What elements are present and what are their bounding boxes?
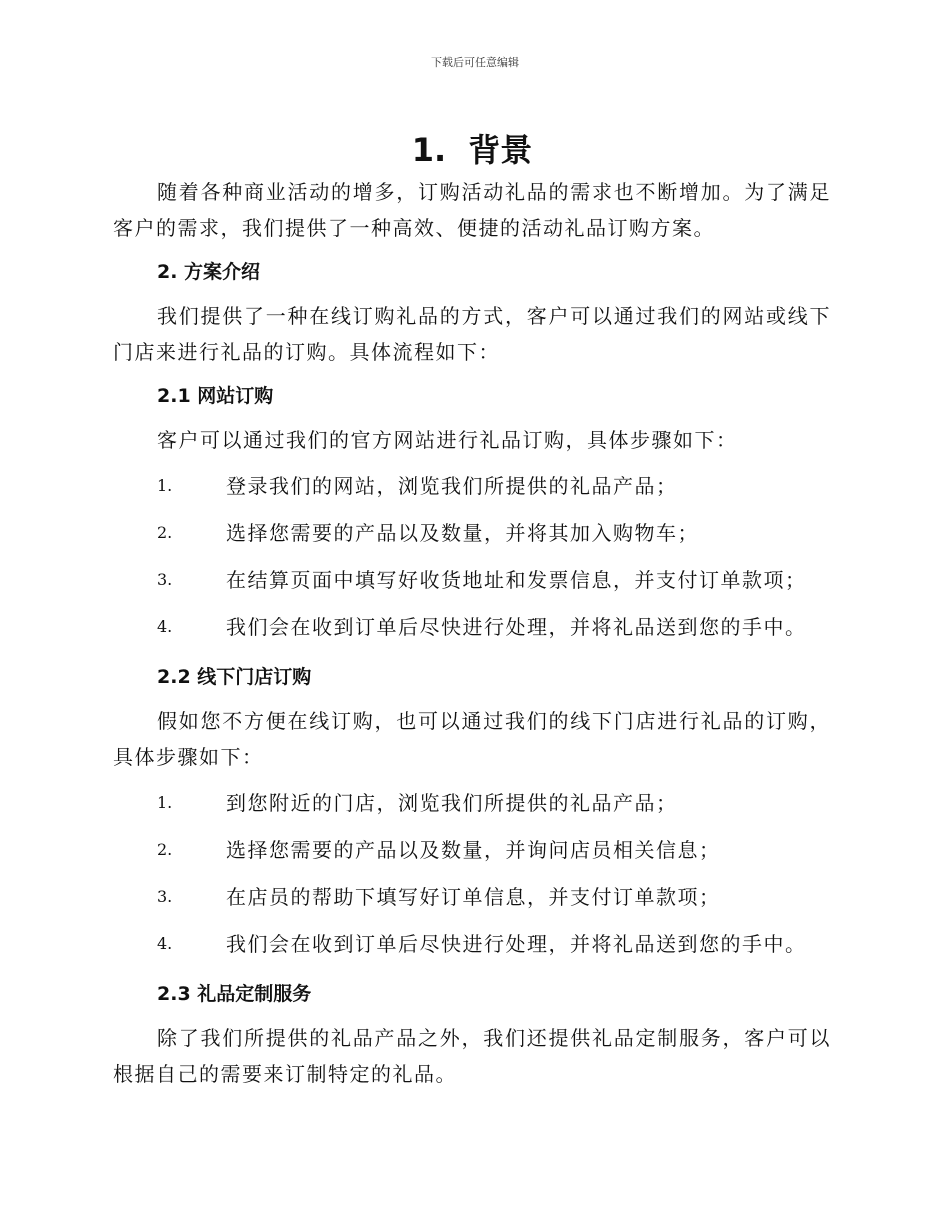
list-item-text: 我们会在收到订单后尽快进行处理，并将礼品送到您的手中。 bbox=[226, 615, 807, 639]
section-2-1-paragraph: 客户可以通过我们的官方网站进行礼品订购，具体步骤如下： bbox=[157, 428, 738, 452]
section-heading-2: 2. 方案介绍 bbox=[157, 261, 261, 283]
list-item bbox=[113, 882, 831, 912]
list-item-text: 在店员的帮助下填写好订单信息，并支付订单款项； bbox=[226, 885, 721, 909]
list-item-number: 1. bbox=[157, 476, 173, 495]
list-item bbox=[113, 929, 831, 959]
list-item-number: 3. bbox=[157, 570, 173, 589]
list-item-number: 2. bbox=[157, 840, 173, 859]
list-item-text: 选择您需要的产品以及数量，并将其加入购物车； bbox=[226, 521, 699, 545]
document-body bbox=[113, 126, 831, 1092]
title-number: 1. bbox=[411, 131, 447, 169]
list-item-text: 在结算页面中填写好收货地址和发票信息，并支付订单款项； bbox=[226, 568, 807, 592]
page-header-note: 下载后可任意编辑 bbox=[431, 56, 519, 69]
list-item-number: 4. bbox=[157, 617, 173, 636]
list-item-number: 2. bbox=[157, 523, 173, 542]
document-title bbox=[113, 126, 831, 174]
list-item-text: 登录我们的网站，浏览我们所提供的礼品产品； bbox=[226, 474, 678, 498]
list-item-text: 我们会在收到订单后尽快进行处理，并将礼品送到您的手中。 bbox=[226, 932, 807, 956]
store-order-steps bbox=[113, 788, 831, 959]
intro-paragraph: 随着各种商业活动的增多，订购活动礼品的需求也不断增加。为了满足客户的需求，我们提供了一种高效、便捷的活动礼品订购方案。 bbox=[113, 180, 831, 240]
section-heading-2-1: 2.1 网站订购 bbox=[157, 385, 274, 407]
section-2-3-paragraph: 除了我们所提供的礼品产品之外，我们还提供礼品定制服务，客户可以根据自己的需要来订制特定的礼品。 bbox=[113, 1026, 831, 1086]
list-item-number: 3. bbox=[157, 887, 173, 906]
title-text: 背景 bbox=[468, 131, 533, 169]
list-item-text: 选择您需要的产品以及数量，并询问店员相关信息； bbox=[226, 838, 721, 862]
section-2-paragraph: 我们提供了一种在线订购礼品的方式，客户可以通过我们的网站或线下门店来进行礼品的订购。具体流程如下： bbox=[113, 304, 831, 364]
list-item-number: 1. bbox=[157, 793, 173, 812]
section-2-2-paragraph: 假如您不方便在线订购，也可以通过我们的线下门店进行礼品的订购，具体步骤如下： bbox=[113, 709, 831, 769]
list-item bbox=[113, 565, 831, 595]
list-item bbox=[113, 471, 831, 501]
list-item bbox=[113, 788, 831, 818]
list-item bbox=[113, 612, 831, 642]
list-item-number: 4. bbox=[157, 934, 173, 953]
list-item bbox=[113, 835, 831, 865]
section-heading-2-3: 2.3 礼品定制服务 bbox=[157, 983, 312, 1005]
website-order-steps bbox=[113, 471, 831, 642]
list-item bbox=[113, 518, 831, 548]
list-item-text: 到您附近的门店，浏览我们所提供的礼品产品； bbox=[226, 791, 678, 815]
section-heading-2-2: 2.2 线下门店订购 bbox=[157, 666, 312, 688]
